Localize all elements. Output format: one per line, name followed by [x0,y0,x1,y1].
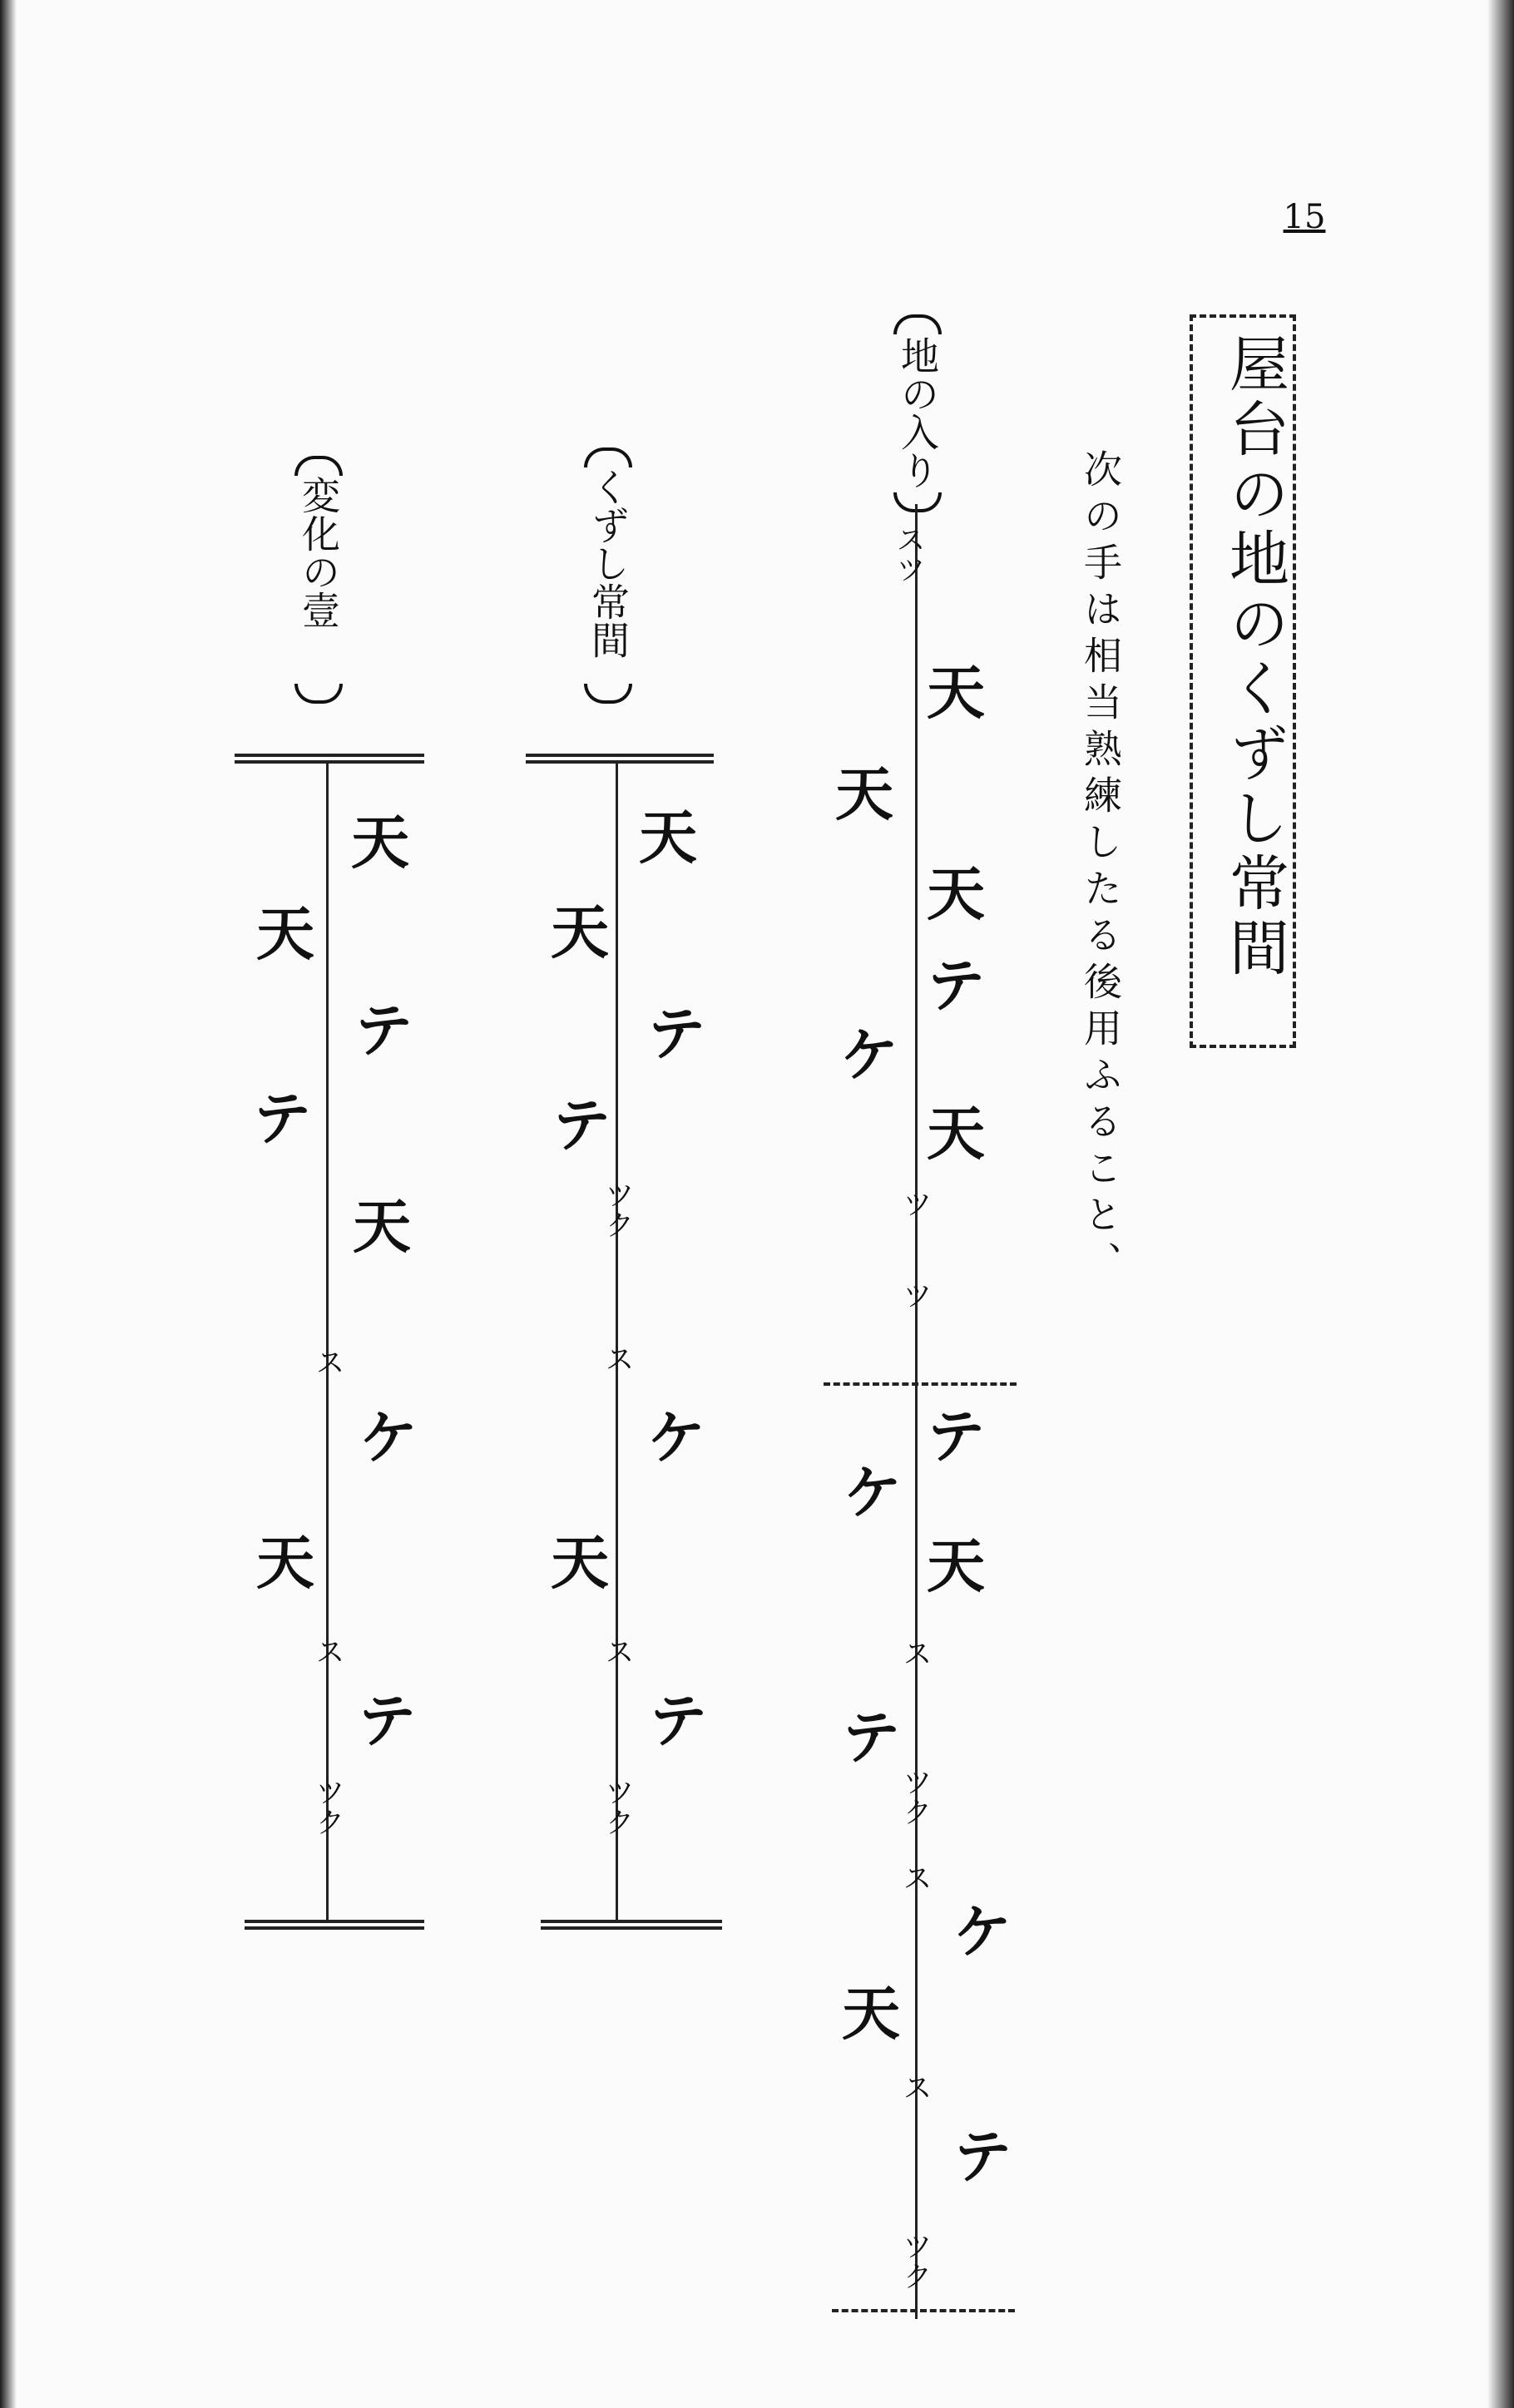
dashed-bar-end [832,2309,1015,2312]
note-ten: 天 [551,1529,609,1597]
staff-line-col1 [915,504,918,2319]
note-ten: 天 [551,898,609,967]
page-number: 15 [1283,198,1326,236]
note-ke: ケ [647,1404,705,1472]
note-te: テ [647,1000,705,1068]
column-label-jinoiri: 地の入り [895,336,940,489]
note-su: ス [903,1862,932,1896]
pair-tsuku [606,1778,634,1838]
double-bar-end [245,1920,424,1930]
note-su: ス [903,2072,932,2105]
note-ke: ケ [953,1898,1012,1966]
pair-tsuku [903,1768,932,1828]
note-tsu: ツ [316,1777,344,1810]
note-ke: ケ [359,1404,418,1472]
note-te: テ [253,1085,311,1153]
pair-tsuku [316,1778,344,1838]
note-ke: ケ [840,1021,898,1090]
note-tsu: ツ [897,554,925,587]
note-tsu: ツ [903,1280,932,1313]
note-te: テ [927,1402,985,1471]
note-te: テ [552,1091,611,1159]
note-te: テ [842,1703,900,1772]
staff-line-col3 [326,764,329,1920]
note-ten: 天 [353,1193,411,1261]
note-ten: 天 [927,1532,985,1600]
note-ten: 天 [639,803,697,872]
note-ten: 天 [842,1980,900,2048]
column-label-kuzushi-jouma: くずし常間 [586,467,631,659]
page-title: 屋台の地のくずし常間 [1220,333,1289,981]
label-paren-open [584,447,632,467]
note-ku: ク [606,1209,634,1243]
note-ku: ク [903,1797,932,1830]
label-paren-close [893,492,942,512]
double-bar-start [235,754,424,764]
note-text: 次の手は相当熟練したる後用ふること、 [1078,449,1123,1288]
label-paren-close [294,684,343,704]
note-ten: 天 [927,659,985,727]
note-ke: ケ [844,1459,902,1527]
pair-tsuku [903,2232,932,2292]
note-ten: 天 [256,1529,314,1597]
label-paren-close [584,684,632,704]
note-te: テ [358,1687,416,1755]
note-ten: 天 [351,808,409,877]
note-ku: ク [606,1807,634,1840]
label-paren-open [893,314,942,334]
column-label-henka-no-ichi: 変化の壹 [296,476,341,629]
note-tsu: ツ [903,2231,932,2264]
note-tsu: ツ [606,1777,634,1810]
note-te: テ [649,1687,707,1755]
note-ten: 天 [927,860,985,928]
note-su: ス [316,1636,344,1669]
label-paren-open [294,456,343,476]
pair-tsuku [606,1181,634,1241]
note-su: ス [903,1638,932,1671]
double-bar-end [541,1920,722,1930]
note-tsu: ツ [903,1189,932,1222]
note-su: ス [316,1347,344,1380]
note-te: テ [927,952,985,1020]
note-ku: ク [316,1807,344,1840]
note-ten: 天 [256,900,314,968]
note-su: ス [606,1343,634,1377]
note-su: ス [897,524,925,557]
note-tsu: ツ [903,1767,932,1800]
note-ten: 天 [927,1100,985,1168]
scan-edge-right [1487,0,1514,2408]
pair-sutsu [897,526,925,586]
note-ku: ク [903,2261,932,2294]
note-ten: 天 [835,760,893,828]
dashed-bar-mid [824,1382,1017,1386]
note-su: ス [606,1636,634,1669]
staff-line-col2 [616,764,618,1920]
note-te: テ [354,996,413,1065]
double-bar-start [526,754,714,764]
note-tsu: ツ [606,1179,634,1213]
note-te: テ [953,2123,1012,2191]
scan-edge-left [0,0,17,2408]
